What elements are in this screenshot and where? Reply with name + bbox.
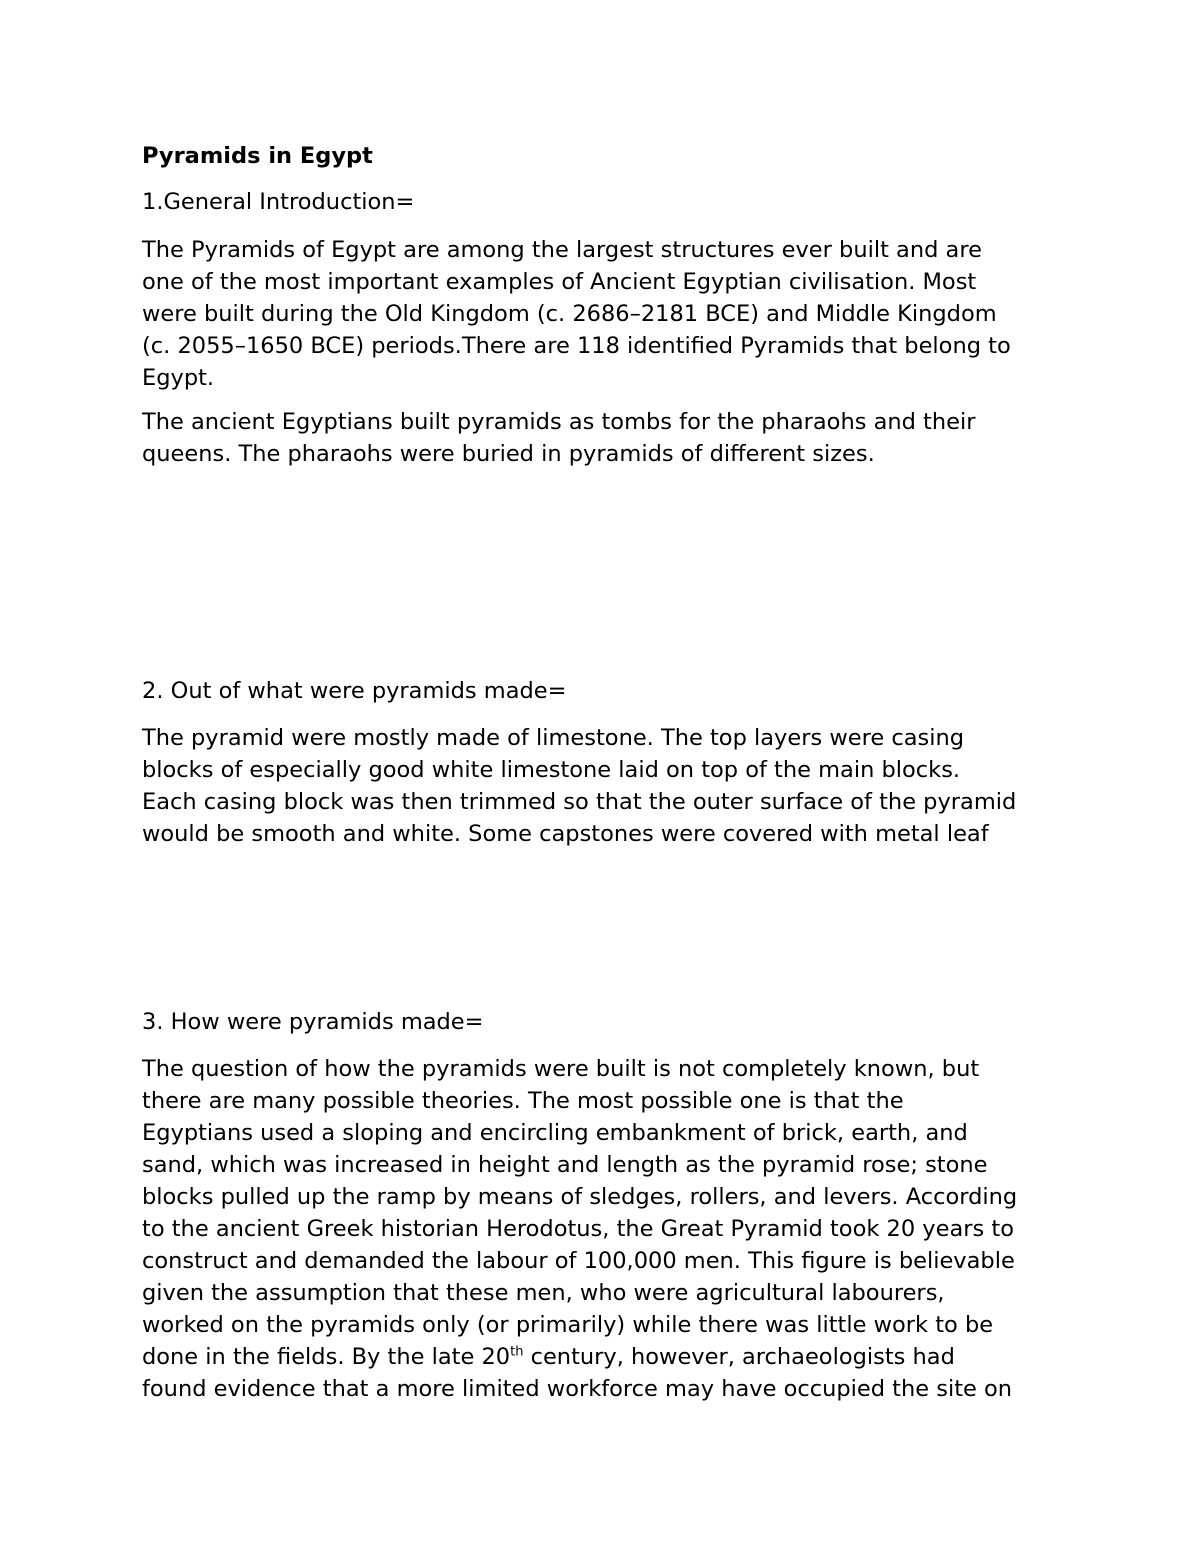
document-title: Pyramids in Egypt	[142, 143, 373, 169]
text-line: queens. The pharaohs were buried in pyramids of different sizes.	[142, 441, 875, 467]
paragraph-introduction-2	[142, 406, 1062, 470]
text-line: (c. 2055–1650 BCE) periods.There are 118 identified Pyramids that belong to	[142, 333, 1011, 359]
text-line: blocks of especially good white limestone laid on top of the main blocks.	[142, 757, 961, 783]
text-line: The Pyramids of Egypt are among the largest structures ever built and are	[142, 237, 982, 263]
text-line: found evidence that a more limited workforce may have occupied the site on	[142, 1376, 1013, 1402]
text-line: The question of how the pyramids were built is not completely known, but	[142, 1056, 980, 1082]
text-line-with-superscript	[142, 1341, 1062, 1373]
text-line: Each casing block was then trimmed so that the outer surface of the pyramid	[142, 789, 1017, 815]
text-line: would be smooth and white. Some capstones were covered with metal leaf	[142, 821, 989, 847]
section-heading-materials: 2. Out of what were pyramids made=	[142, 678, 567, 704]
text-line: Egyptians used a sloping and encircling embankment of brick, earth, and	[142, 1120, 968, 1146]
text-line: given the assumption that these men, who were agricultural labourers,	[142, 1280, 945, 1306]
paragraph-construction	[142, 1053, 1062, 1405]
text-line: were built during the Old Kingdom (c. 2686–2181 BCE) and Middle Kingdom	[142, 301, 997, 327]
text-line: there are many possible theories. The most possible one is that the	[142, 1088, 904, 1114]
text-line: The pyramid were mostly made of limestone. The top layers were casing	[142, 725, 964, 751]
text-line: sand, which was increased in height and length as the pyramid rose; stone	[142, 1152, 988, 1178]
text-line: to the ancient Greek historian Herodotus, the Great Pyramid took 20 years to	[142, 1216, 1014, 1242]
text-line: one of the most important examples of Ancient Egyptian civilisation. Most	[142, 269, 977, 295]
paragraph-introduction-1	[142, 234, 1062, 394]
text-line: The ancient Egyptians built pyramids as tombs for the pharaohs and their	[142, 409, 976, 435]
text-line: worked on the pyramids only (or primarily) while there was little work to be	[142, 1312, 994, 1338]
ordinal-superscript: th	[510, 1344, 524, 1360]
section-heading-introduction: 1.General Introduction=	[142, 189, 415, 215]
text-line: construct and demanded the labour of 100,000 men. This figure is believable	[142, 1248, 1015, 1274]
paragraph-materials	[142, 722, 1062, 850]
text-line: Egypt.	[142, 365, 215, 391]
section-heading-construction: 3. How were pyramids made=	[142, 1009, 484, 1035]
text-fragment: century, however, archaeologists had	[523, 1344, 955, 1370]
text-line: blocks pulled up the ramp by means of sledges, rollers, and levers. According	[142, 1184, 1018, 1210]
text-fragment: done in the fields. By the late 20	[142, 1344, 511, 1370]
